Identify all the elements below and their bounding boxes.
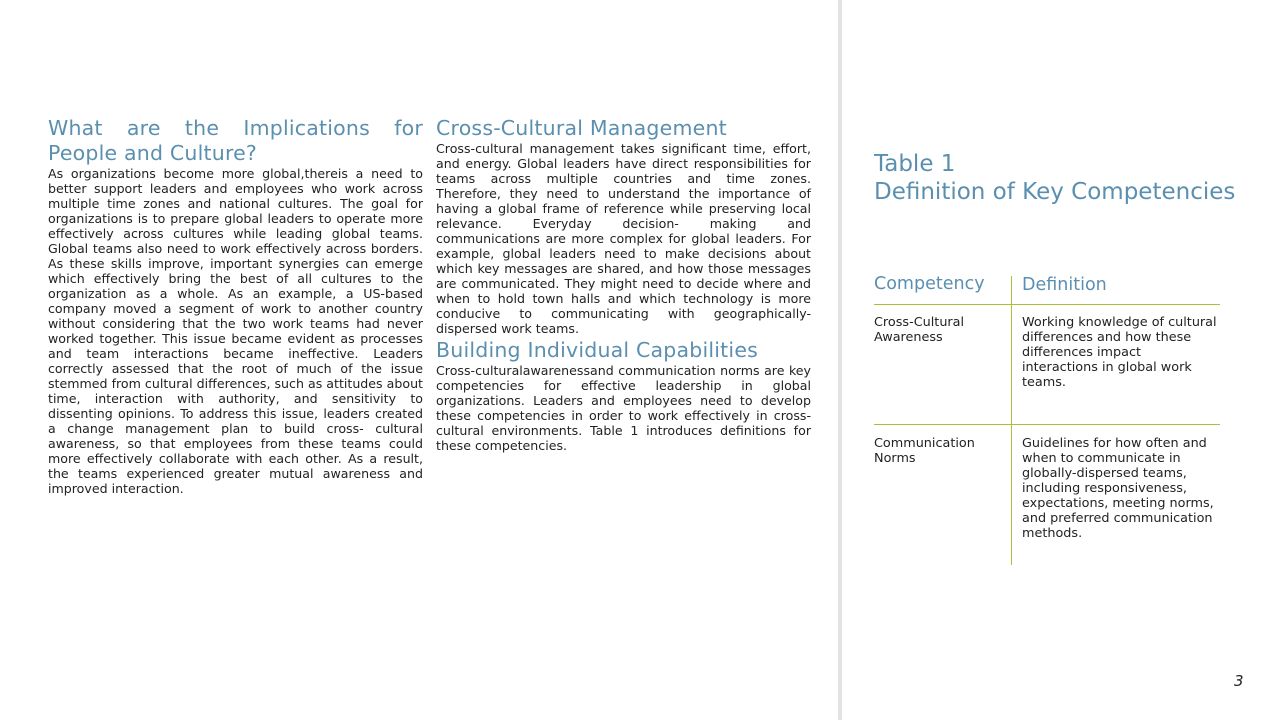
implications-body: As organizations become more global,thereis a need to better support leaders and employees who work across multiple time zones and national cultures. The goal for organizations is to prepare global leaders to operate more effectively across cultures while leading global teams. Global teams also need to work effectively across borders. As these skills improve, important synergies can emerge which effectively bring the best of all cultures to the organization as a whole. As an example, a US-based company moved a segment of work to another country without considering that the two work teams had never worked together. This issue became evident as processes and team interactions became ineffective. Leaders correctly assessed that the root of much of the issue stemmed from cultural differences, such as attitudes about time, interaction with authority, and sensitivity to dissenting opinions. To address this issue, leaders created a change management plan to build cross- cultural awareness, so that employees from these teams could more effectively collaborate with each other. As a result, the teams experienced greater mutual awareness and improved interaction.: [48, 166, 423, 496]
page-number: 3: [1234, 672, 1244, 690]
table-caption: Definition of Key Competencies: [874, 179, 1236, 205]
header-competency: Competency: [874, 274, 985, 294]
row-rule: [874, 424, 1220, 425]
cross-cultural-management-heading: Cross-Cultural Management: [436, 116, 727, 140]
middle-column: [436, 116, 811, 453]
row2-definition: Guidelines for how often and when to communicate in globally-dispersed teams, including responsiveness, expectations, meeting norms, and preferred communication methods.: [1022, 436, 1214, 541]
page-divider: [838, 0, 842, 720]
header-definition: Definition: [1022, 275, 1107, 295]
table-title: [874, 150, 1274, 206]
cross-cultural-management-body: Cross-cultural management takes significant time, effort, and energy. Global leaders have direct responsibilities for teams across multiple countries and time zones. Therefore, they need to understand the importance of having a global frame of reference while preserving local relevance. Everyday decision- making and communications are more complex for global leaders. For example, global leaders need to make decisions about which key messages are shared, and how those messages are communicated. They might need to decide where and when to hold town halls and which technology is more conducive to communicating with geographically-dispersed work teams.: [436, 141, 811, 336]
column-rule: [1011, 276, 1012, 565]
competencies-table: [874, 272, 1220, 565]
implications-heading: What are the Implications for People and Culture?: [48, 116, 423, 165]
header-rule: [874, 304, 1220, 305]
row2-competency: Communication Norms: [874, 436, 975, 466]
row1-competency: Cross-Cultural Awareness: [874, 315, 965, 345]
table-number: Table 1: [874, 151, 956, 177]
building-capabilities-body: Cross-culturalawarenessand communication norms are key competencies for effective leadership in global organizations. Leaders and employees need to develop these competencies in order to work effectively in cross-cultural environments. Table 1 introduces definitions for these competencies.: [436, 363, 811, 453]
building-capabilities-heading: Building Individual Capabilities: [436, 338, 759, 362]
row1-definition: Working knowledge of cultural differences and how these differences impact interactions in global work teams.: [1022, 315, 1217, 390]
left-column: [48, 116, 423, 496]
